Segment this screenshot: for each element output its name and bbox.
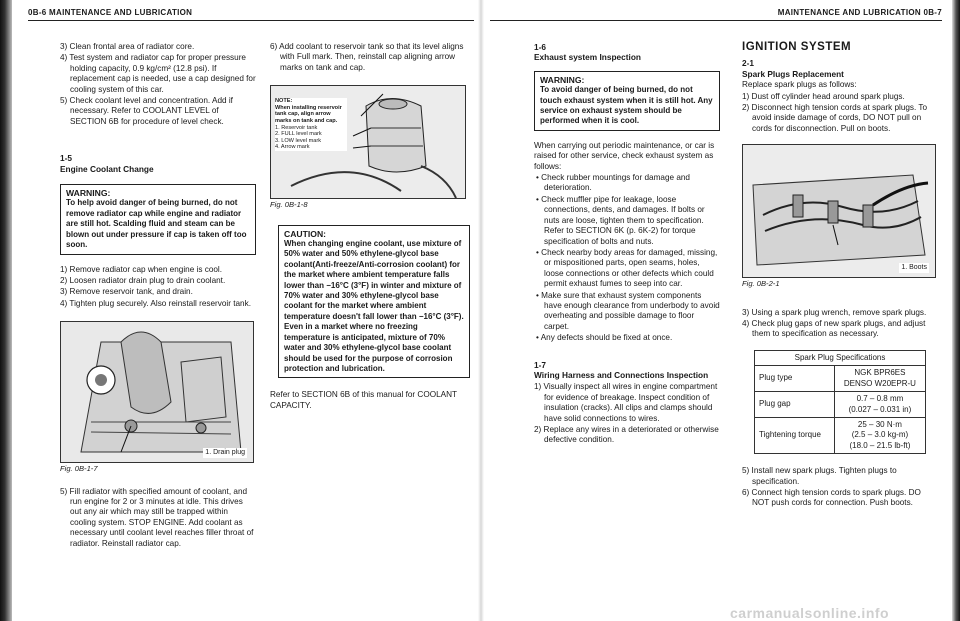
- section-number: 1-5: [60, 153, 72, 164]
- list-item: 1) Dust off cylinder head around spark plugs.: [742, 91, 905, 101]
- legend-item: 2. FULL level mark: [275, 131, 322, 138]
- figure-label: 1. Drain plug: [203, 448, 247, 458]
- figure-caption: Fig. 0B-1-7: [60, 464, 98, 474]
- list-item: • Any defects should be fixed at once.: [536, 333, 673, 343]
- spark-plug-spec-table: [754, 350, 926, 454]
- caution-body: When changing engine coolant, use mixture of 50% water and 50% ethylene-glycol base coolant(Anti-freeze/Anti-corrosion coolant) for the market where ambient temperature falls lower than −16°C (3°F) in winter and mixture of 70% water and 30% ethylene-glycol base coolant for the market where ambient temperature doesn't fall lower than −16°C (3°F).: [284, 239, 464, 321]
- figure-caption: Fig. 0B-1-8: [270, 200, 308, 210]
- section-title: Exhaust system Inspection: [534, 52, 641, 63]
- list-item: 5) Install new spark plugs. Tighten plugs to specification.: [742, 466, 897, 486]
- list-item: 5) Fill radiator with specified amount of coolant, and run engine for 2 or 3 minutes at idle. This drives out any air which may still be trapped within cooling system. STOP ENGINE. Add coolant as necessary until coolant level reaches filler throat of radiator. Reinstall radiator cap.: [60, 486, 254, 548]
- table-title: Spark Plug Specifications: [755, 350, 926, 365]
- legend-item: 3. LOW level mark: [275, 137, 322, 144]
- engine-illustration: [743, 145, 935, 277]
- warning-box: [534, 71, 720, 131]
- caution-body: Even in a market where no freezing temperature is anticipated, mixture of 70% water and 30% ethylene-glycol base coolant should be used for the purpose of corrosion protection and lubrication.: [284, 322, 453, 373]
- list-item: • Check nearby body areas for damaged, missing, or mispositioned parts, open seams, holes, loose connections or other defects which could permit exhaust fumes to seep into car.: [536, 247, 718, 289]
- table-cell-value: 0.7 – 0.8 mm (0.027 – 0.031 in): [834, 392, 925, 418]
- section-number: 1-6: [534, 42, 546, 52]
- note-title: NOTE:: [275, 98, 293, 105]
- warning-body: To avoid danger of being burned, do not touch exhaust system when it is still hot. Any service on exhaust system should be performed when it is cool.: [540, 85, 713, 126]
- list-item: • Check muffler pipe for leakage, loose connections, dents, and damages. If bolts or nuts are loose, tighten them to specification. Refer to SECTION 6K (p. 6K-2) for torque specification of bolts and nuts.: [536, 194, 705, 246]
- binder-edge-left: [0, 0, 12, 621]
- list-item: 4) Check plug gaps of new spark plugs, and adjust them to specification as necessary.: [742, 319, 926, 339]
- table-cell-label: Tightening torque: [755, 417, 835, 453]
- left-page-column-1: [60, 42, 256, 550]
- section-number: 2-1: [742, 58, 754, 69]
- table-row: [755, 366, 926, 392]
- warning-title: WARNING:: [540, 74, 585, 85]
- list-item: • Check rubber mountings for damage and deterioration.: [536, 173, 690, 193]
- legend-item: 4. Arrow mark: [275, 144, 310, 151]
- left-page: [14, 0, 476, 621]
- right-page: [486, 0, 950, 621]
- right-page-column-1: [534, 42, 720, 447]
- section-number: 1-7: [534, 359, 546, 370]
- caution-box: [278, 225, 470, 379]
- list-item: 3) Clean frontal area of radiator core.: [60, 42, 195, 51]
- warning-title: WARNING:: [66, 188, 111, 199]
- caution-title: CAUTION:: [284, 228, 327, 239]
- list-item: • Make sure that exhaust system components have enough clearance from underbody to avoid overheating and possible damage to floor carpet.: [536, 290, 720, 331]
- watermark: carmanualsonline.info: [730, 605, 890, 621]
- list-item: 3) Using a spark plug wrench, remove spark plugs.: [742, 307, 927, 317]
- reference-note: Refer to SECTION 6B of this manual for COOLANT CAPACITY.: [270, 390, 457, 410]
- left-page-column-2: [270, 42, 470, 412]
- list-item: 5) Check coolant level and concentration. Add if necessary. Refer to COOLANT LEVEL of SECTION 6B for procedure of level check.: [60, 96, 233, 126]
- chapter-title: IGNITION SYSTEM: [742, 41, 852, 53]
- header-rule: [490, 20, 942, 21]
- figure-note: [275, 98, 347, 151]
- table-row: [755, 417, 926, 453]
- section-title: Wiring Harness and Connections Inspection: [534, 369, 709, 380]
- warning-box: [60, 184, 256, 254]
- list-item: 2) Loosen radiator drain plug to drain coolant.: [60, 275, 226, 285]
- right-page-column-2: [742, 42, 936, 510]
- figure-spark-plugs: [742, 144, 936, 278]
- table-cell-label: Plug gap: [755, 392, 835, 418]
- warning-body: To help avoid danger of being burned, do not remove radiator cap while engine and radiator are still hot. Scalding fluid and steam can be blown out under pressure if cap is taken off too soon.: [66, 198, 247, 250]
- figure-caption: Fig. 0B-2-1: [742, 279, 780, 289]
- note-body: When installing reservoir tank cap, align arrow marks on tank and cap.: [275, 104, 342, 124]
- list-item: 1) Visually inspect all wires in engine compartment for evidence of breakage. Inspect condition of insulation (cracks). All clips and clamps should have solid connections to wires.: [534, 382, 718, 423]
- table-row: [755, 392, 926, 418]
- list-item: 2) Replace any wires in a deteriorated or otherwise defective condition.: [534, 425, 719, 445]
- legend-item: 1. Reservoir tank: [275, 124, 318, 131]
- list-item: 2) Disconnect high tension cords at spark plugs. To avoid inside damage of cords, DO NOT pull on cords for disconnection. Pull on boots.: [742, 103, 928, 133]
- figure-drain-plug: [60, 321, 254, 463]
- header-rule: [28, 20, 474, 21]
- list-item: 6) Connect high tension cords to spark plugs. DO NOT push cords for connection. Push boots.: [742, 487, 921, 508]
- intro-text: Replace spark plugs as follows:: [742, 80, 857, 90]
- list-item: 4) Test system and radiator cap for proper pressure holding capacity, 0.9 kg/cm² (12.8 psi). If replacement cap is needed, use a cap designed for cooling system of this car.: [60, 53, 256, 94]
- table-cell-value: NGK BPR6ES DENSO W20EPR-U: [834, 366, 925, 392]
- page-gutter: [478, 0, 484, 621]
- page-header: MAINTENANCE AND LUBRICATION 0B-7: [777, 8, 942, 17]
- radiator-illustration: [61, 322, 253, 462]
- list-item: 6) Add coolant to reservoir tank so that its level aligns with Full mark. Then, reinstall cap aligning arrow marks on tank and cap.: [270, 42, 464, 72]
- list-item: 1) Remove radiator cap when engine is cool.: [60, 264, 223, 274]
- section-title: Spark Plugs Replacement: [742, 68, 844, 79]
- section-title: Engine Coolant Change: [60, 163, 154, 174]
- list-item: 4) Tighten plug securely. Also reinstall reservoir tank.: [60, 298, 251, 308]
- list-item: 3) Remove reservoir tank, and drain.: [60, 287, 193, 297]
- binder-edge-right: [952, 0, 960, 621]
- figure-label: 1. Boots: [899, 263, 929, 273]
- figure-reservoir-tank: [270, 85, 466, 199]
- page-header: 0B-6 MAINTENANCE AND LUBRICATION: [28, 8, 193, 17]
- intro-text: When carrying out periodic maintenance, or car is raised for other service, check exhaust system as follows:: [534, 140, 715, 171]
- table-cell-value: 25 – 30 N·m (2.5 – 3.0 kg-m) (18.0 – 21.5 lb-ft): [834, 417, 925, 453]
- table-cell-label: Plug type: [755, 366, 835, 392]
